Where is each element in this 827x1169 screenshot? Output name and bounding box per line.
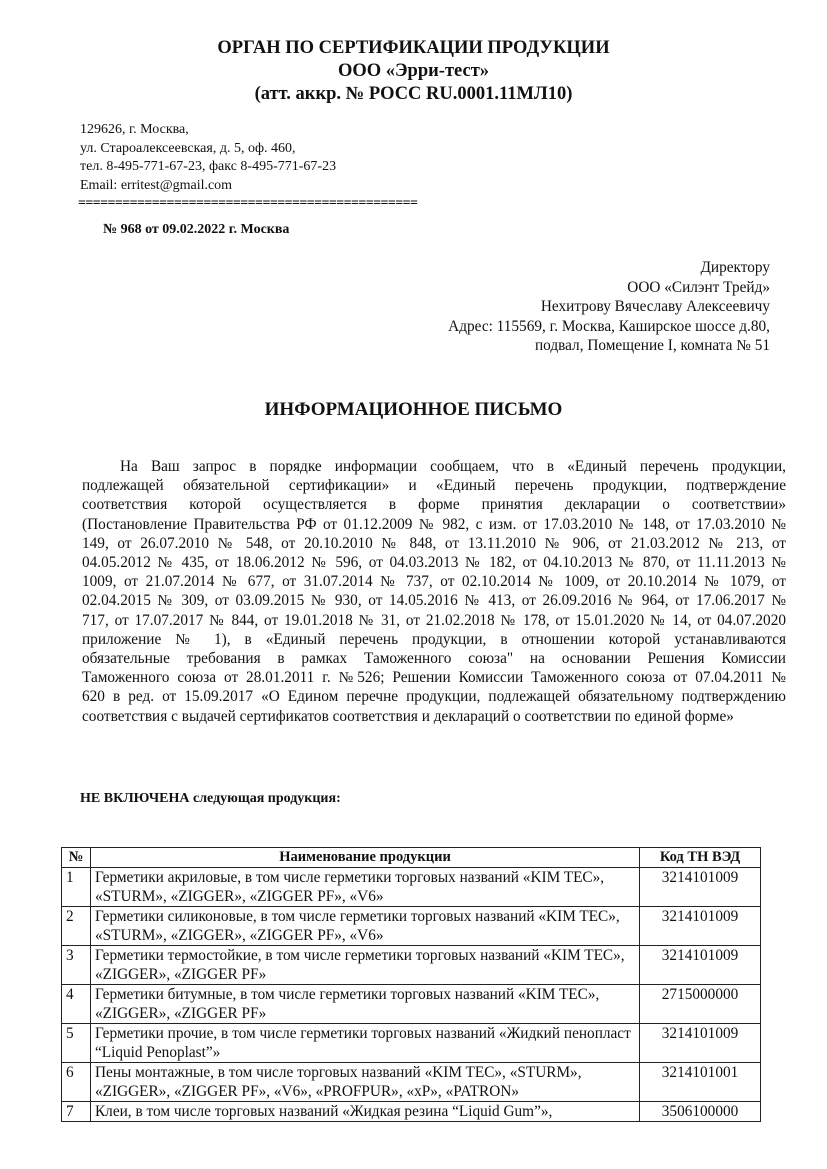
body-line: На Ваш запрос в порядке информации сообщаем, что в «Единый перечень продукции, [120,458,786,475]
accreditation: (атт. аккр. № РОСС RU.0001.11МЛ10) [254,84,573,104]
row-number: 4 [62,985,91,1024]
separator-line: ============================================== [78,196,418,211]
table-row [62,985,761,1024]
recipient-line: подвал, Помещение I, комната № 51 [534,337,770,354]
body-line: подлежащей обязательной сертификации» и «Единый перечень продукции, подтверждение [82,477,786,495]
tn-ved-code: 3214101009 [640,946,761,985]
row-number: 3 [62,946,91,985]
table-row [62,907,761,946]
body-line: 1009, от 21.07.2014 № 677, от 31.07.2014 № 737, от 02.10.2014 № 1009, от 20.10.2014 № 1079, от [82,573,786,591]
body-line: 620 в ред. от 15.09.2017 «О Едином перечне продукции, подлежащей обязательному подтверждению [82,688,786,706]
table-row [62,1063,761,1102]
row-number: 7 [62,1102,91,1122]
product-table [61,847,761,1122]
body-line: соответствия которой осуществляется в форме принятия декларации о соответствии» [82,496,786,514]
product-name: Герметики силиконовые, в том числе герметики торговых названий «KIM TEC», «STURM», «ZIGGER», «ZIGGER PF», «V6» [90,907,639,946]
tn-ved-code: 3214101009 [640,1024,761,1063]
tn-ved-code: 3506100000 [640,1102,761,1122]
body-line: 149, от 26.07.2010 № 548, от 20.10.2010 № 848, от 13.11.2010 № 906, от 21.03.2012 № 213, от [82,534,786,552]
product-name: Пены монтажные, в том числе торговых названий «KIM TEC», «STURM», «ZIGGER», «ZIGGER PF», «V6», «PROFPUR», «xP», «PATRON» [90,1063,639,1102]
letterhead [0,37,827,106]
address-line: 129626, г. Москва, [80,122,189,137]
tn-ved-code: 3214101009 [640,868,761,907]
excluded-heading: НЕ ВКЛЮЧЕНА следующая продукция: [80,791,341,806]
body-line: соответствия с выдачей сертификатов соответствия и деклараций о соответствии по единой форме» [82,707,734,725]
table-row [62,1024,761,1063]
body-line: 04.05.2012 № 435, от 18.06.2012 № 596, от 04.03.2013 № 182, от 04.10.2013 № 870, от 11.11.2013 № [82,554,786,572]
org-title: ОРГАН ПО СЕРТИФИКАЦИИ ПРОДУКЦИИ [217,38,610,58]
table-row [62,868,761,907]
header-number: № [62,848,91,868]
table-row [62,946,761,985]
header-name: Наименование продукции [90,848,639,868]
recipient-block [448,258,770,356]
body-line: 717, от 17.07.2017 № 844, от 19.01.2018 № 31, от 21.02.2018 № 178, от 15.01.2020 № 14, от 04.07.2020 [82,611,786,629]
body-line: (Постановление Правительства РФ от 01.12.2009 № 982, с изм. от 17.03.2010 № 148, от 17.03.2010 № [82,515,786,533]
tn-ved-code: 2715000000 [640,985,761,1024]
tn-ved-code: 3214101009 [640,907,761,946]
phone-line: тел. 8-495-771-67-23, факс 8-495-771-67-23 [80,159,337,174]
body-paragraph [82,457,786,726]
letter-title: ИНФОРМАЦИОННОЕ ПИСЬМО [264,399,563,420]
table-header-row [62,848,761,868]
sender-address [80,121,336,195]
org-name: ООО «Эрри-тест» [337,61,490,81]
recipient-line: Директору [700,259,770,276]
address-line: ул. Староалексеевская, д. 5, оф. 460, [80,140,296,156]
product-name: Герметики акриловые, в том числе герметики торговых названий «KIM TEC», «STURM», «ZIGGER», «ZIGGER PF», «V6» [90,868,639,907]
recipient-line: ООО «Силэнт Трейд» [627,278,770,296]
table-row [62,1102,761,1122]
recipient-line: Адрес: 115569, г. Москва, Каширское шоссе д.80, [448,317,770,335]
product-name: Клеи, в том числе торговых названий «Жидкая резина “Liquid Gum”», [90,1102,639,1122]
body-line: 02.04.2015 № 309, от 03.09.2015 № 930, от 14.05.2016 № 413, от 26.09.2016 № 964, от 17.06.2017 № [82,592,786,610]
product-name: Герметики прочие, в том числе герметики торговых названий «Жидкий пенопласт “Liquid Penoplast”» [90,1024,639,1063]
product-name: Герметики термостойкие, в том числе герметики торговых названий «KIM TEC», «ZIGGER», «ZIGGER PF» [90,946,639,985]
tn-ved-code: 3214101001 [640,1063,761,1102]
row-number: 2 [62,907,91,946]
document-number: № 968 от 09.02.2022 г. Москва [103,222,290,237]
email-line: Email: erritest@gmail.com [80,177,233,193]
row-number: 6 [62,1063,91,1102]
body-line: Таможенного союза от 28.01.2011 г. №526; Решении Комиссии Таможенного союза от 07.04.2011 № [82,669,786,687]
recipient-line: Нехитрову Вячеславу Алексеевичу [540,298,770,315]
row-number: 1 [62,868,91,907]
product-name: Герметики битумные, в том числе герметики торговых названий «KIM TEC», «ZIGGER», «ZIGGER PF» [90,985,639,1024]
header-code: Код ТН ВЭД [640,848,761,868]
body-line: приложение № 1), в «Единый перечень продукции, в отношении которой устанавливаются [82,630,786,648]
body-line: обязательные требования в рамках Таможенного союза" на основании Решения Комиссии [82,650,786,668]
row-number: 5 [62,1024,91,1063]
